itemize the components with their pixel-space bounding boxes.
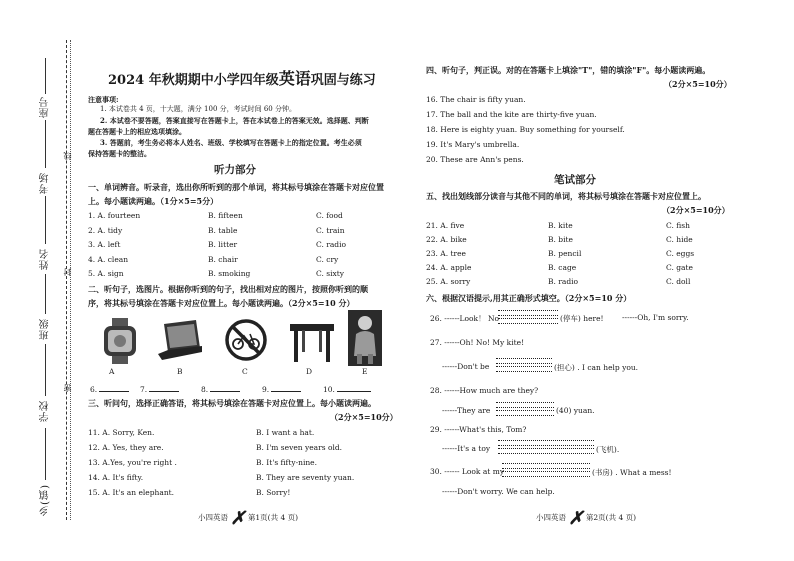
q4-item-18: 18. Here is eighty yuan. Buy something for yourself. [426, 125, 625, 134]
q6-26-prompt: 26. ------Look！ No [430, 314, 500, 323]
q5-row-22-a: 22. A. bike [426, 235, 467, 244]
q5-row-22-c: C. hide [666, 235, 693, 244]
picture-e-person [348, 310, 382, 366]
school-line [45, 344, 46, 396]
q5-row-25-c: C. doll [666, 277, 691, 286]
q2-answer-6: 6. [90, 383, 129, 394]
binding-mark-seal: 封 [63, 268, 72, 276]
q6-29-answer-box[interactable] [498, 440, 594, 446]
q6-28-hint: (40) yuan. [556, 406, 595, 415]
q6-30-reply: ------Don't worry. We can help. [442, 487, 555, 496]
label-exam-room: 考场 [40, 172, 51, 194]
q6-30-hint: (书房) . What a mess! [592, 468, 672, 477]
picture-a-smartwatch [96, 318, 144, 364]
q6-27-answer-box[interactable] [496, 358, 552, 364]
q5-row-24-c: C. gate [666, 263, 693, 272]
q4-item-19: 19. It's Mary's umbrella. [426, 140, 520, 149]
q3-row-11-b: B. I want a hat. [256, 428, 315, 437]
note-line-4: 3. 答题前，考生务必将本人姓名、班级、学校填写在答题卡上的指定位置。考生必须 [100, 138, 362, 147]
q1-row-5-b: B. smoking [208, 269, 251, 278]
q3-row-13-a: 13. A.Yes, you're right . [88, 458, 177, 467]
q1-row-4-c: C. cry [316, 255, 339, 264]
q5-row-23-b: B. pencil [548, 249, 582, 258]
picture-d-table [288, 322, 336, 364]
q5-row-25-b: B. radio [548, 277, 579, 286]
q1-row-3-a: 3. A. left [88, 240, 121, 249]
label-town: 乡(镇) [40, 484, 51, 516]
name-line [45, 196, 46, 244]
label-name: 姓名 [40, 248, 51, 270]
q6-26-answer-box[interactable] [498, 310, 558, 316]
q1-row-4-a: 4. A. clean [88, 255, 129, 264]
label-seat-no: 座号 [40, 96, 51, 118]
binding-dashed-line [66, 40, 67, 520]
q6-29-prompt: 29. ------What's this, Tom? [430, 425, 527, 434]
q4-score: （2分×5=10分） [664, 79, 732, 89]
q5-row-21-b: B. kite [548, 221, 573, 230]
binding-mark-line: 线 [63, 152, 72, 160]
q1-row-1-c: C. food [316, 211, 343, 220]
q5-row-24-b: B. cage [548, 263, 577, 272]
note-line-1: 1. 本试卷共 4 页，十大题，满分 100 分，考试时间 60 分钟。 [100, 105, 296, 113]
q1-row-5-c: C. sixty [316, 269, 344, 278]
q5-row-22-b: B. bite [548, 235, 573, 244]
q2-answer-10: 10. [323, 383, 371, 394]
pic-letter-a: A [109, 367, 115, 376]
q3-row-12-b: B. I'm seven years old. [256, 443, 343, 452]
q6-27-prompt: 27. ------Oh! No! My kite! [430, 338, 525, 347]
watermark-x-icon: ✗ [568, 508, 584, 529]
label-class: 班级 [40, 318, 51, 340]
q2-answer-8: 8. [201, 383, 240, 394]
q6-27-hint: (担心) . I can help you. [554, 363, 639, 372]
exam-title: 2024 年秋期期中小学四年级英语巩固与练习 [108, 69, 376, 88]
q3-score: （2分×5=10分） [330, 412, 398, 422]
q5-row-23-c: C. eggs [666, 249, 695, 258]
note-line-3: 题在答题卡上的相应选项填涂。 [88, 127, 186, 136]
q6-30-prompt: 30. ------ Look at my [430, 467, 505, 476]
note-line-2: 2. 本试卷不要答题，答案直接写在答题卡上，答在本试卷上的答案无效。选择题、判断 [100, 116, 369, 125]
q6-28-answer-box[interactable] [496, 402, 554, 408]
pic-letter-e: E [362, 367, 368, 376]
q5-row-25-a: 25. A. sorry [426, 277, 471, 286]
q6-30-answer-box-2 [502, 471, 590, 477]
q5-score: （2分×5=10分） [662, 205, 730, 215]
seat-no-line [45, 58, 46, 94]
q1-row-4-b: B. chair [208, 255, 238, 264]
watermark-x-icon: ✗ [230, 508, 246, 529]
picture-c-no-bicycle-sign [224, 318, 268, 362]
q1-row-3-b: B. litter [208, 240, 238, 249]
q1-row-2-a: 2. A. tidy [88, 226, 123, 235]
q3-row-14-b: B. They are seventy yuan. [256, 473, 355, 482]
q5-row-24-a: 24. A. apple [426, 263, 472, 272]
q4-item-16: 16. The chair is fifty yuan. [426, 95, 526, 104]
q3-row-13-b: B. It's fifty-nine. [256, 458, 317, 467]
q3-row-12-a: 12. A. Yes, they are. [88, 443, 164, 452]
q6-30-answer-box[interactable] [502, 463, 590, 469]
q4-item-20: 20. These are Ann's pens. [426, 155, 524, 164]
q1-row-1-a: 1. A. fourteen [88, 211, 141, 220]
q1-row-2-c: C. train [316, 226, 345, 235]
q6-27-answer-box-2 [496, 366, 552, 372]
notes-heading: 注意事项: [88, 95, 119, 104]
q2-answer-9: 9. [262, 383, 301, 394]
q2-title-2: 序，将其标号填涂在答题卡对应位置上。每小题读两遍。（2分×5=10 分） [88, 298, 355, 308]
binding-mark-secret: 密 [63, 384, 72, 392]
q6-28-prompt: 28. ------How much are they? [430, 386, 539, 395]
q2-title: 二、听句子，选图片。根据你听到的句子，找出相对应的图片，按照你听到的顺 [88, 284, 368, 294]
q4-item-17: 17. The ball and the kite are thirty-five yuan. [426, 110, 597, 119]
listening-section-title: 听力部分 [214, 164, 256, 176]
q5-row-21-c: C. fish [666, 221, 690, 230]
q6-26-reply: ------Oh, I'm sorry. [622, 313, 689, 322]
pic-letter-c: C [242, 367, 248, 376]
page-2-footer: 小四英语 ✗ 第2页(共 4 页) [536, 508, 637, 529]
q2-answer-7: 7. [140, 383, 179, 394]
picture-b-laptop [156, 320, 204, 362]
q6-title: 六、根据汉语提示,用其正确形式填空。（2分×5=10 分） [426, 293, 632, 303]
q3-title: 三、听问句，选择正确答语，将其标号填涂在答题卡对应位置上。每小题读两遍。 [88, 398, 376, 408]
binding-dotted-line [70, 40, 71, 520]
class-line [45, 274, 46, 314]
label-school: 学校 [40, 400, 51, 422]
q1-title-2: 上。每小题读两遍。（1分×5=5分） [88, 196, 219, 206]
q1-row-2-b: B. table [208, 226, 238, 235]
q5-row-23-a: 23. A. tree [426, 249, 466, 258]
q3-row-11-a: 11. A. Sorry, Ken. [88, 428, 155, 437]
q6-26-answer-box-2 [498, 318, 558, 324]
note-line-5: 保持答题卡的整洁。 [88, 149, 151, 158]
q3-row-14-a: 14. A. It's fifty. [88, 473, 144, 482]
pic-letter-d: D [306, 367, 313, 376]
q6-29-hint: (飞机). [596, 445, 620, 454]
q1-row-5-a: 5. A. sign [88, 269, 124, 278]
q1-row-3-c: C. radio [316, 240, 347, 249]
q1-row-1-b: B. fifteen [208, 211, 243, 220]
page-1-footer: 小四英语 ✗ 第1页(共 4 页) [198, 508, 299, 529]
q6-29-start: ------It's a toy [442, 444, 491, 453]
q6-29-answer-box-2 [498, 448, 594, 454]
q5-row-21-a: 21. A. five [426, 221, 465, 230]
q1-title: 一、单词辨音。听录音，选出你所听到的那个单词，将其标号填涂在答题卡对应位置 [88, 182, 384, 192]
q6-27-start: ------Don't be [442, 362, 490, 371]
q3-row-15-a: 15. A. It's an elephant. [88, 488, 175, 497]
q6-28-answer-box-2 [496, 410, 554, 416]
exam-room-line [45, 120, 46, 168]
town-line [45, 428, 46, 480]
q4-title: 四、听句子，判正误。对的在答题卡上填涂"T"，错的填涂"F"。每小题读两遍。 [426, 65, 711, 75]
pic-letter-b: B [177, 367, 183, 376]
q6-28-start: ------They are [442, 406, 491, 415]
q5-title: 五、找出划线部分读音与其他不同的单词，将其标号填涂在答题卡对应位置上。 [426, 191, 706, 201]
q3-row-15-b: B. Sorry! [256, 488, 291, 497]
q6-26-hint: (停车) here! [560, 314, 604, 323]
written-section-title: 笔试部分 [554, 174, 596, 186]
